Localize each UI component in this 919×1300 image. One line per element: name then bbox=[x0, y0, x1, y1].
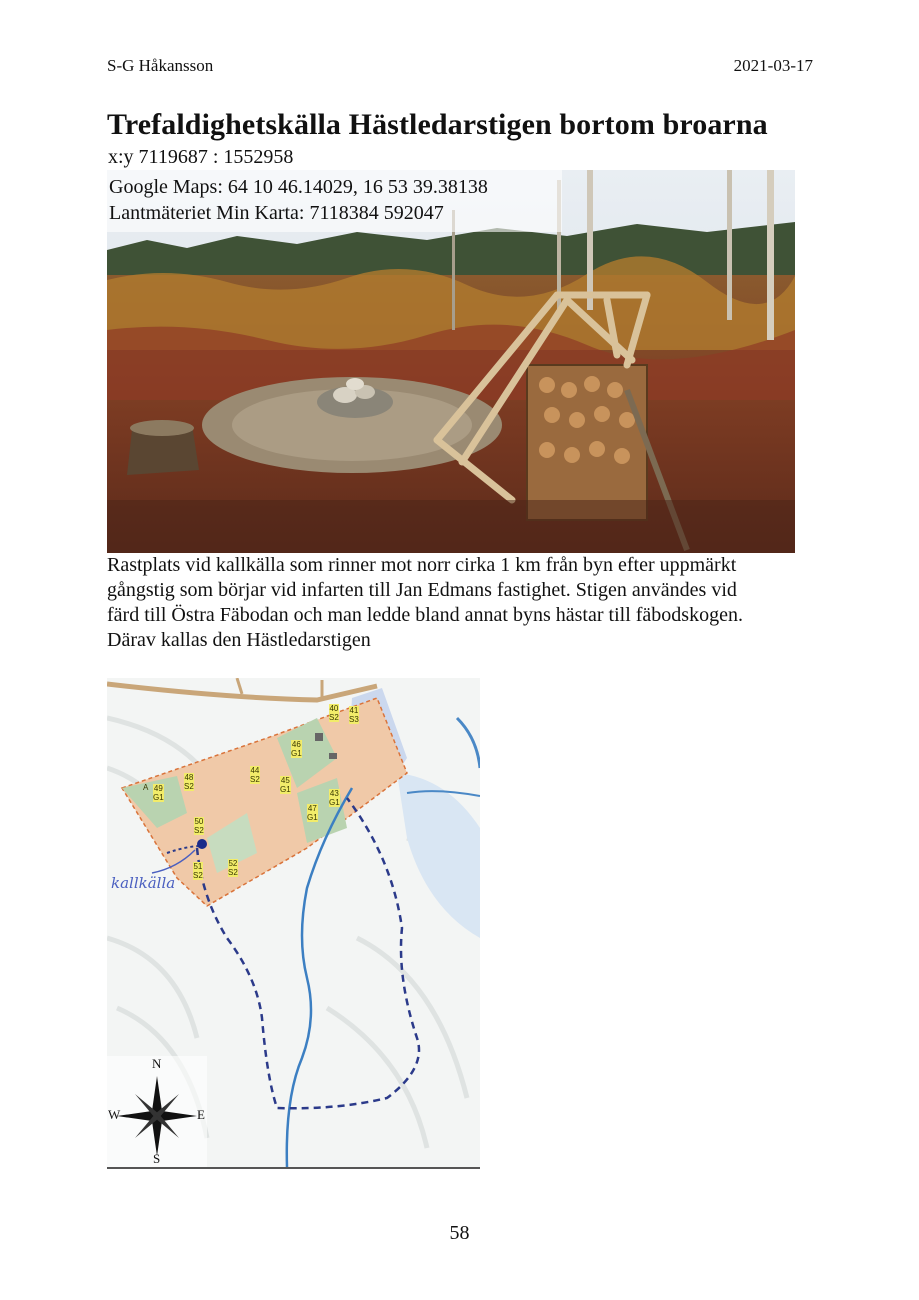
trail-map bbox=[107, 678, 480, 1169]
coordinates-line: x:y 7119687 : 1552958 bbox=[108, 146, 294, 168]
parcel-label: 48 S2 bbox=[184, 773, 194, 791]
lantmateriet-coordinates: Lantmäteriet Min Karta: 7118384 592047 bbox=[109, 202, 444, 224]
parcel-label: 40 S2 bbox=[329, 704, 339, 722]
spring-handwritten-label: kallkälla bbox=[111, 874, 176, 892]
spring-photo bbox=[107, 170, 795, 553]
description-line: gångstig som börjar vid infarten till Jan Edmans fastighet. Stigen användes vid bbox=[107, 579, 737, 601]
description-line: Därav kallas den Hästledarstigen bbox=[107, 629, 371, 651]
header-date: 2021-03-17 bbox=[733, 56, 813, 75]
parcel-label: 49 G1 bbox=[153, 784, 164, 802]
page-title: Trefaldighetskälla Hästledarstigen bortom broarna bbox=[107, 108, 768, 141]
compass-south-label: S bbox=[153, 1151, 161, 1166]
parcel-label: 44 S2 bbox=[250, 766, 260, 784]
description bbox=[107, 553, 807, 653]
parcel-label: 47 G1 bbox=[307, 804, 318, 822]
description-line: färd till Östra Fäbodan och man ledde bland annat byns hästar till fäbodskogen. bbox=[107, 604, 743, 626]
parcel-label: 45 G1 bbox=[280, 776, 291, 794]
parcel-label: 51 S2 bbox=[193, 862, 203, 880]
compass-west-label: W bbox=[108, 1107, 121, 1122]
parcel-label: 43 G1 bbox=[329, 789, 340, 807]
header-author: S-G Håkansson bbox=[107, 56, 214, 75]
parcel-label: 50 S2 bbox=[194, 817, 204, 835]
compass-north-label: N bbox=[152, 1056, 162, 1071]
parcel-label: 46 G1 bbox=[291, 740, 302, 758]
parcel-label: 41 S3 bbox=[349, 706, 359, 724]
google-maps-coordinates: Google Maps: 64 10 46.14029, 16 53 39.38138 bbox=[109, 176, 488, 198]
photo-caption-overlay bbox=[107, 170, 562, 232]
page-number: 58 bbox=[449, 1222, 470, 1244]
parcel-label: 52 S2 bbox=[228, 859, 238, 877]
compass-east-label: E bbox=[197, 1107, 205, 1122]
parcel-label: A bbox=[143, 783, 149, 792]
description-line: Rastplats vid kallkälla som rinner mot norr cirka 1 km från byn efter uppmärkt bbox=[107, 554, 737, 576]
